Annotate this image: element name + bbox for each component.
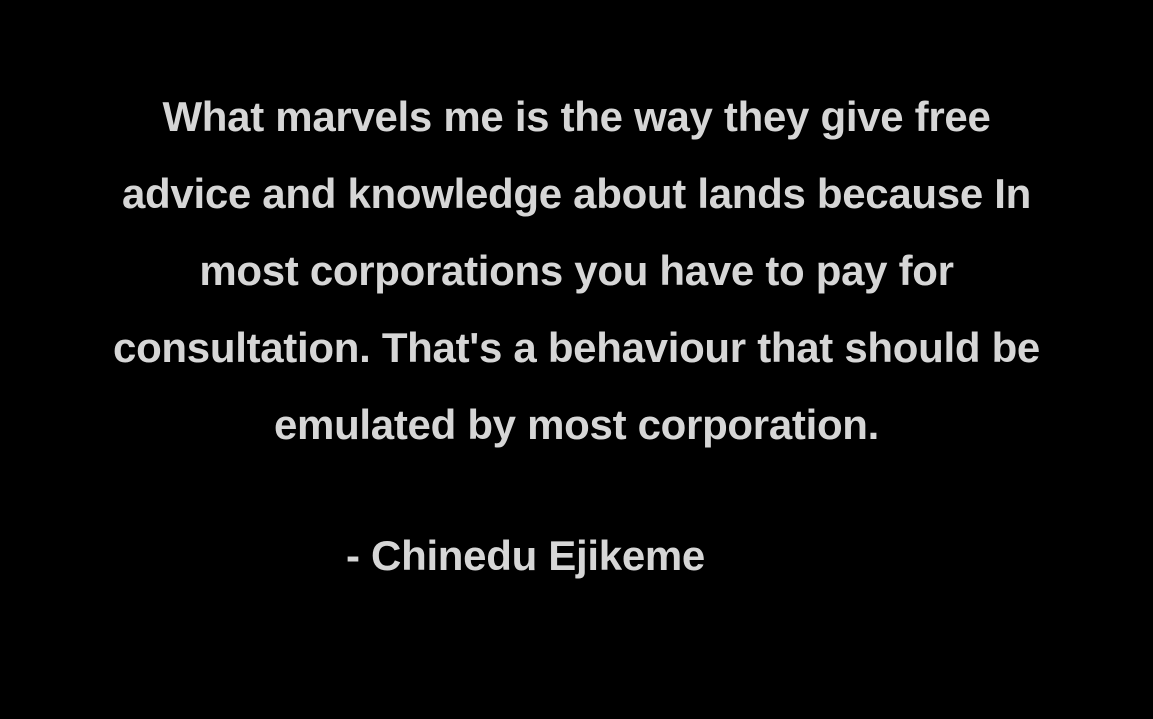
- quote-line-1: What marvels me is the way they give free: [162, 93, 991, 140]
- quote-line-5: emulated by most corporation.: [273, 401, 880, 448]
- quote-author: - Chinedu Ejikeme: [346, 532, 705, 579]
- quote-line-2: advice and knowledge about lands because In: [121, 170, 1031, 217]
- quote-line-4: consultation. That's a behaviour that should be: [113, 324, 1040, 371]
- quote-text: [0, 78, 1153, 463]
- quote-line-3: most corporations you have to pay for: [199, 247, 954, 294]
